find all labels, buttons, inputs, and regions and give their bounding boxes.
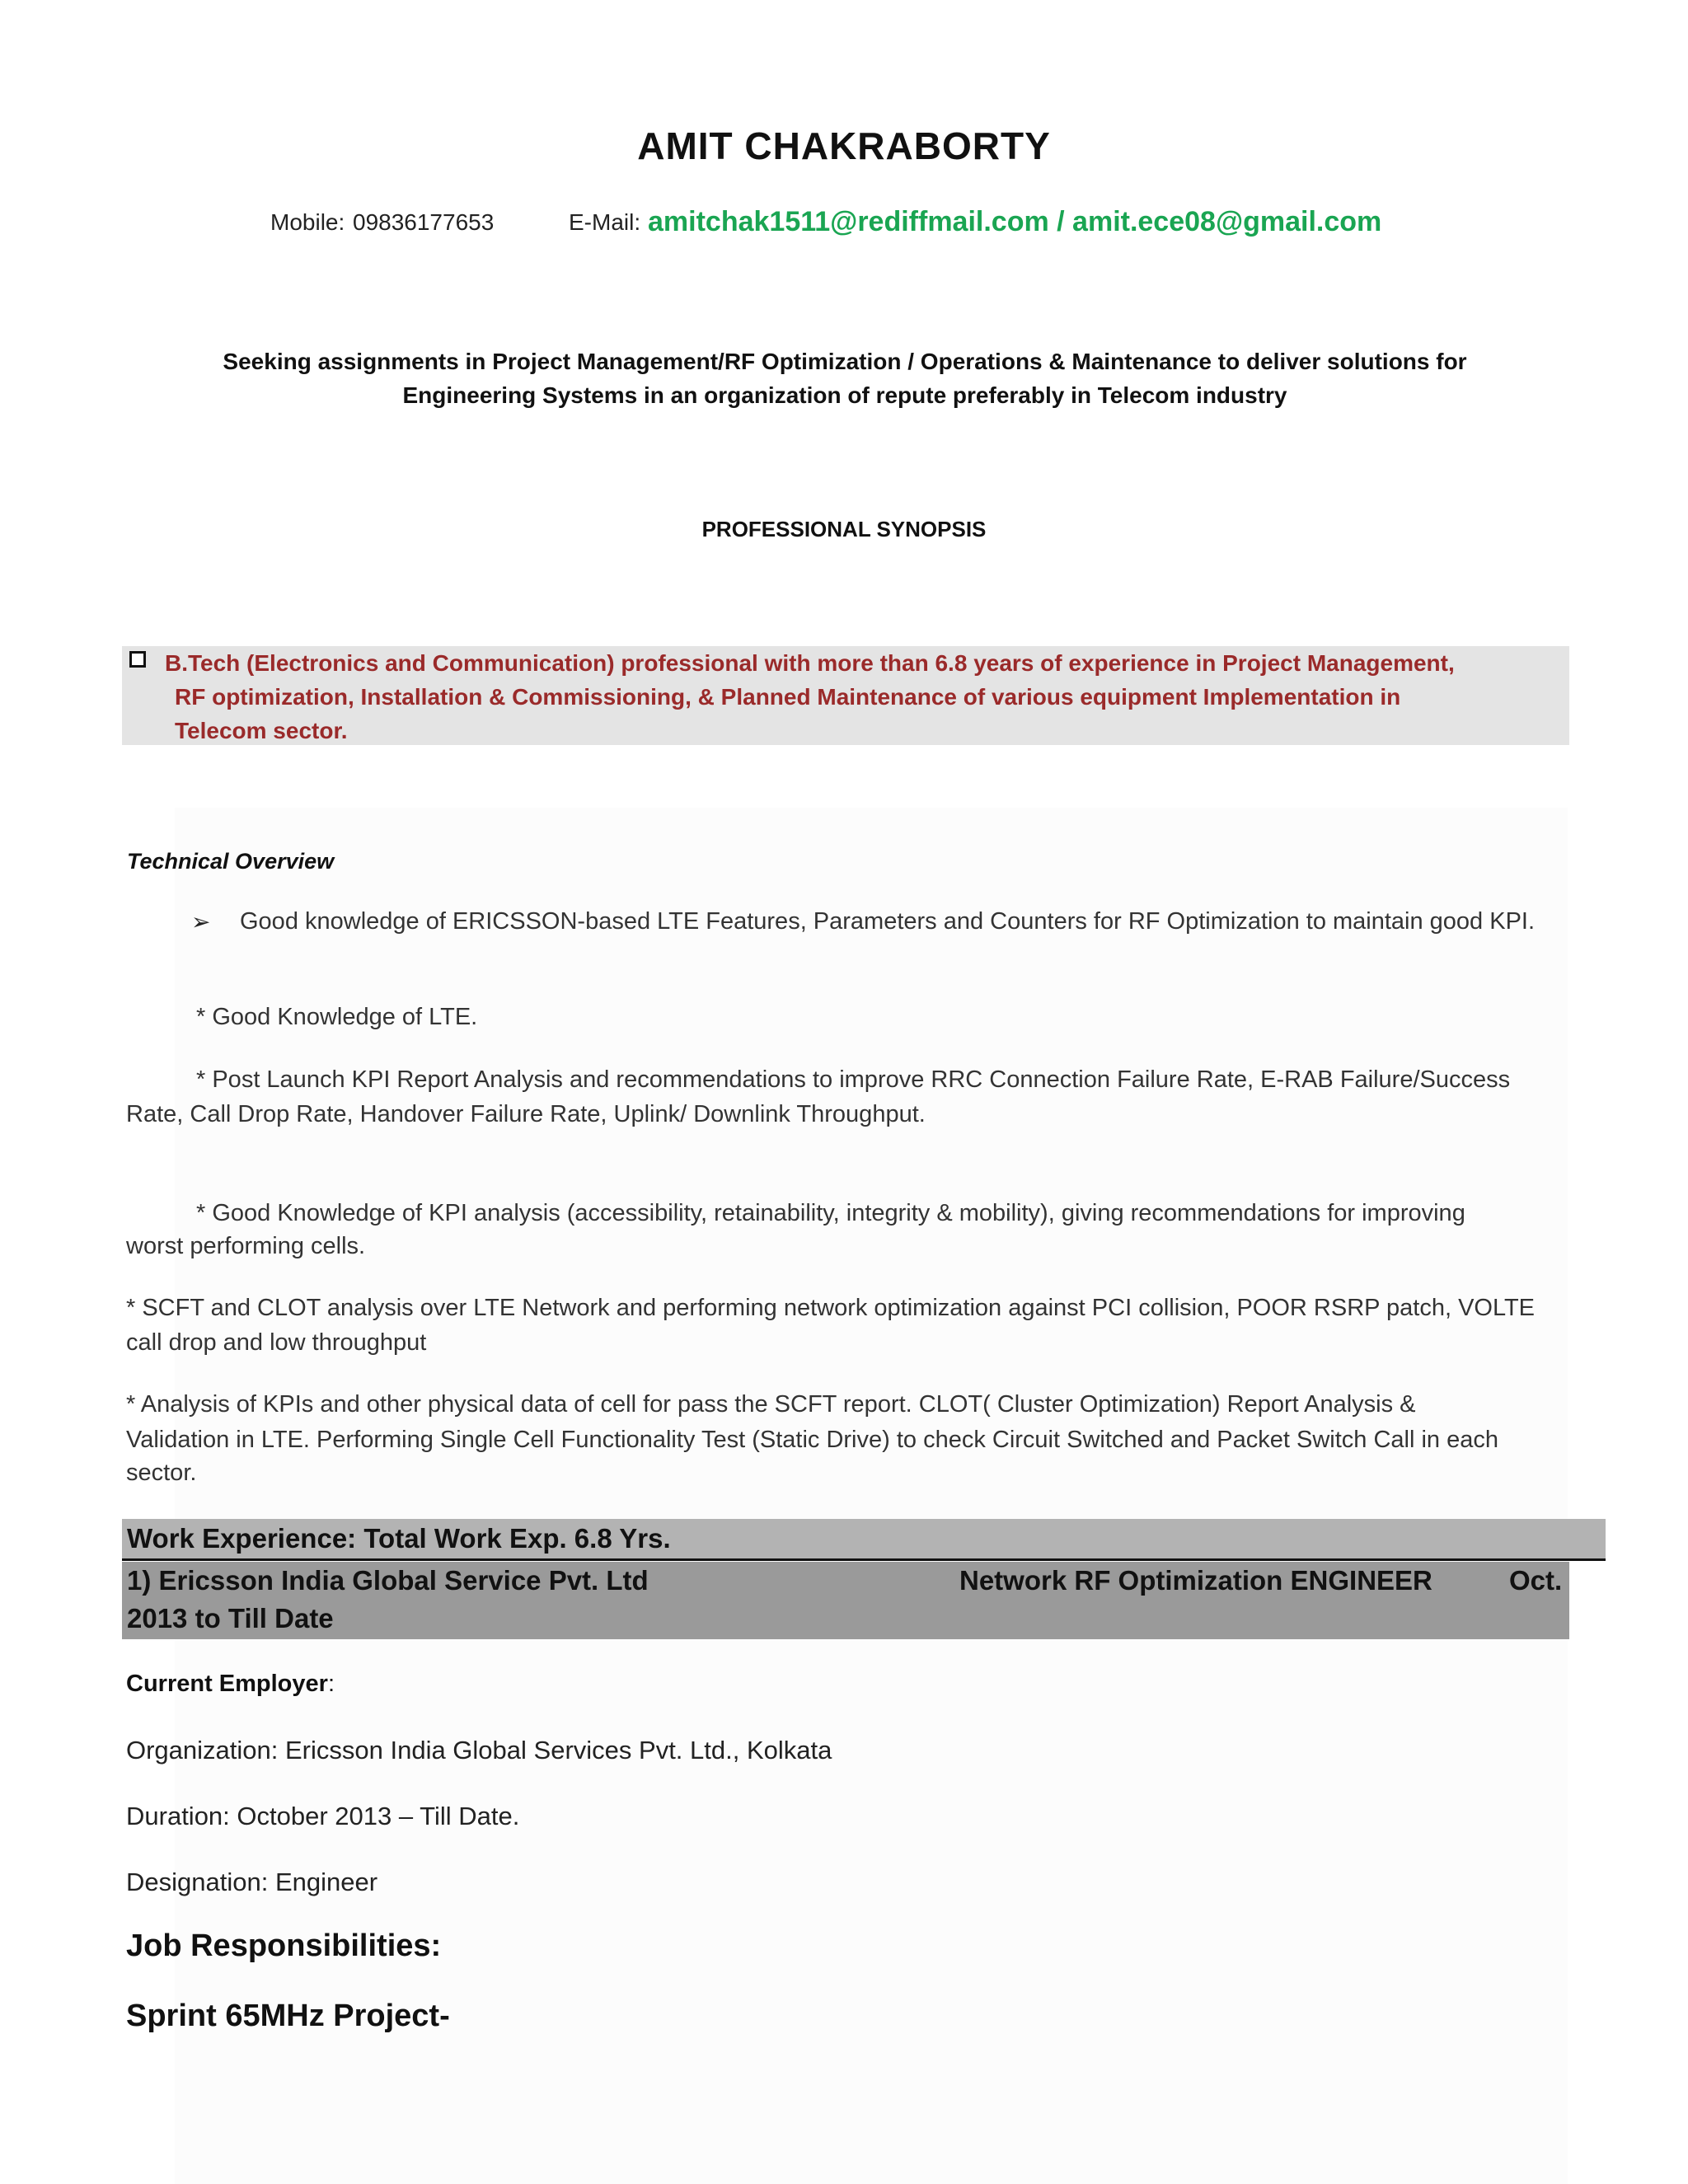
mobile-number: 09836177653 — [353, 209, 495, 235]
email-label: E-Mail: — [569, 209, 641, 235]
tech-point-analysis-line-2: Validation in LTE. Performing Single Cell Functionality Test (Static Drive) to check Circuit Switched and Packet Switch Call in each — [126, 1427, 1498, 1453]
current-employer — [126, 1666, 335, 1701]
organization-line: Organization: Ericsson India Global Services Pvt. Ltd., Kolkata — [126, 1736, 832, 1765]
tech-point-analysis-line-3: sector. — [126, 1460, 197, 1486]
synopsis-line-2: RF optimization, Installation & Commissioning, & Planned Maintenance of various equipment Implementation in — [175, 684, 1401, 710]
job-start-month: Oct. — [1509, 1565, 1563, 1596]
synopsis-heading: PROFESSIONAL SYNOPSIS — [701, 517, 987, 541]
mobile-label: Mobile: — [270, 209, 345, 235]
current-employer-label: Current Employer — [126, 1671, 328, 1697]
candidate-name: AMIT CHAKRABORTY — [637, 124, 1051, 167]
tech-point-kpi-analysis-line-2: worst performing cells. — [126, 1233, 366, 1259]
tech-point-kpi-report-line-2: Rate, Call Drop Rate, Handover Failure Rate, Uplink/ Downlink Throughput. — [126, 1101, 926, 1127]
current-employer-colon: : — [327, 1671, 335, 1697]
project-heading: Sprint 65MHz Project- — [126, 1999, 450, 2033]
objective-line-1: Seeking assignments in Project Management/RF Optimization / Operations & Maintenance to deliver solutions for — [223, 349, 1467, 374]
career-objective — [148, 344, 1541, 412]
tech-point-kpi-analysis-line-1: * Good Knowledge of KPI analysis (accessibility, retainability, integrity & mobility), giving recommendations for improving — [196, 1200, 1465, 1226]
job-role: Network RF Optimization ENGINEER — [959, 1565, 1432, 1596]
designation-line: Designation: Engineer — [126, 1868, 378, 1896]
tech-point-lte: * Good Knowledge of LTE. — [196, 1004, 478, 1030]
checkbox-bullet-icon — [129, 651, 146, 668]
technical-bullet-text: Good knowledge of ERICSSON-based LTE Features, Parameters and Counters for RF Optimization to maintain good KPI. — [240, 908, 1536, 935]
synopsis-line-1: B.Tech (Electronics and Communication) professional with more than 6.8 years of experience in Project Management, — [165, 650, 1455, 676]
job-responsibilities-heading: Job Responsibilities: — [126, 1929, 442, 1963]
tech-point-analysis-line-1: * Analysis of KPIs and other physical data of cell for pass the SCFT report. CLOT( Cluster Optimization) Report Analysis & — [126, 1391, 1416, 1418]
email-addresses[interactable]: amitchak1511@rediffmail.com / amit.ece08@gmail.com — [648, 206, 1382, 237]
arrow-bullet-icon: ➢ — [191, 909, 211, 935]
job-period: 2013 to Till Date — [127, 1603, 334, 1633]
tech-point-kpi-report-line-1: * Post Launch KPI Report Analysis and recommendations to improve RRC Connection Failure Rate, E-RAB Failure/Success — [196, 1066, 1511, 1093]
job-company: 1) Ericsson India Global Service Pvt. Ltd — [127, 1565, 649, 1596]
synopsis-summary — [165, 646, 1563, 748]
work-experience-heading: Work Experience: Total Work Exp. 6.8 Yrs. — [127, 1523, 671, 1554]
tech-point-scft-line-1: * SCFT and CLOT analysis over LTE Network and performing network optimization against PCI collision, POOR RSRP patch, VOLTE — [126, 1295, 1536, 1321]
tech-point-scft-line-2: call drop and low throughput — [126, 1329, 427, 1356]
synopsis-line-3: Telecom sector. — [175, 718, 348, 743]
duration-line: Duration: October 2013 – Till Date. — [126, 1802, 520, 1830]
objective-line-2: Engineering Systems in an organization of repute preferably in Telecom industry — [402, 382, 1287, 408]
technical-overview-heading: Technical Overview — [127, 849, 335, 874]
